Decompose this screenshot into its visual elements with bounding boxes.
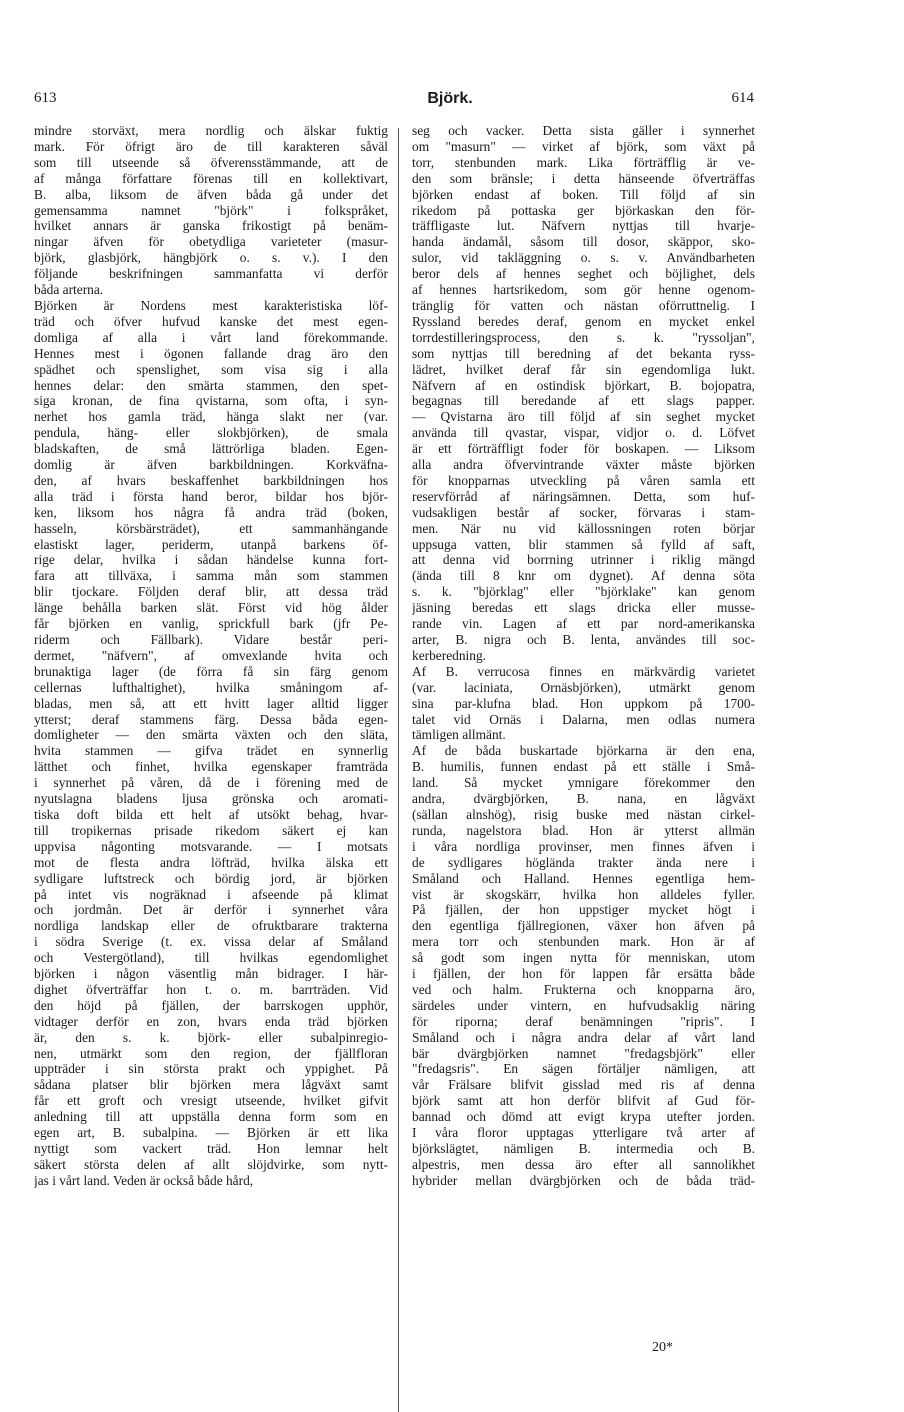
text-line: är ett förträffligt foder för boskapen. — Liksom bbox=[412, 441, 755, 457]
text-line: tämligen allmänt. bbox=[412, 727, 506, 743]
text-line: jas i vårt land. Veden är också både hård, bbox=[34, 1172, 254, 1188]
text-line: på intet vis nogräknad i afseende på klimat bbox=[34, 886, 388, 902]
text-line: fara att tillväxa, i samma mån som stammen bbox=[34, 568, 388, 584]
text-line: uppvisa någonting motsvarande. — I motsats bbox=[34, 838, 388, 854]
text-line: talet vid Ornäs i Dalarna, men odlas numera bbox=[412, 711, 755, 727]
text-line: bär dvärgbjörken namnet "fredagsbjörk" eller bbox=[412, 1045, 755, 1061]
text-line: ningar äfven för obetydliga varieteter (masur- bbox=[34, 234, 388, 250]
text-line: hybrider mellan dvärgbjörken och de båda träd- bbox=[412, 1172, 755, 1188]
text-line: björken i någon väsentlig mån bidrager. I här- bbox=[34, 966, 388, 982]
text-line: får björken en vanlig, sprickfull bark (jfr Pe- bbox=[34, 616, 388, 632]
text-line: hvita stammen — gifva trädet en synnerlig bbox=[34, 743, 388, 759]
text-line: som nyttjas till beredning af det bekanta ryss- bbox=[412, 345, 755, 361]
text-line: — Qvistarna äro till följd af sin seghet mycket bbox=[412, 409, 755, 425]
text-line: I våra floror upptagas ytterligare två arter af bbox=[412, 1125, 755, 1141]
text-line: mot de flesta andra löfträd, hvilka älska ett bbox=[34, 854, 388, 870]
text-line: andra, dvärgbjörken, B. nana, en lågväxt bbox=[412, 791, 755, 807]
text-line: får ett groft och vresigt utseende, hvilket gifvit bbox=[34, 1093, 388, 1109]
text-line: siga kronan, de fina qvistarna, som ofta, i syn- bbox=[34, 393, 388, 409]
text-line: pendula, häng- eller slokbjörken), de smala bbox=[34, 425, 388, 441]
text-line: hasseln, körsbärsträdet), ett sammanhängande bbox=[34, 520, 388, 536]
text-line: spädhet och spenslighet, som visa sig i alla bbox=[34, 361, 388, 377]
text-line: (var. laciniata, Ornäsbjörken), utmärkt genom bbox=[412, 679, 755, 695]
text-line: att denna vid borrning utrinner i riklig mängd bbox=[412, 552, 755, 568]
text-line: vidtager derför en zon, hvars enda träd björken bbox=[34, 1013, 388, 1029]
text-line: af många författare förenas till en kollektivart, bbox=[34, 170, 388, 186]
text-line: nen, utmärkt som den region, der fjällfloran bbox=[34, 1045, 388, 1061]
text-line: bladskaften, de små lättrörliga bladen. Egen- bbox=[34, 441, 388, 457]
text-line: den, af hvars beskaffenhet barkbildningen hos bbox=[34, 472, 388, 488]
text-line: B. alba, liksom de äfven båda gå under det bbox=[34, 186, 388, 202]
text-line: länge behålla barken slät. Först vid hög ålder bbox=[34, 600, 388, 616]
text-line: mera torr och stenbunden mark. Hon är af bbox=[412, 934, 755, 950]
text-line: till tropikernas prisade rikedom säkert ej kan bbox=[34, 822, 388, 838]
text-line: "fredagsris". En sägen förtäljer nämligen, att bbox=[412, 1061, 755, 1077]
text-line: lätthet och finhet, hvilka egenskaper framträda bbox=[34, 759, 388, 775]
text-line: (sällan alnshög), risig buske med nästan cirkel- bbox=[412, 806, 755, 822]
text-line: blir tjockare. Följden deraf blir, att dessa träd bbox=[34, 584, 388, 600]
text-line: de sydligares högländа trakter ända nere i bbox=[412, 854, 755, 870]
text-line: ken, liksom hos några få andra träd (boken, bbox=[34, 504, 388, 520]
text-line: mindre storväxt, mera nordlig och älskar fuktig bbox=[34, 123, 388, 138]
text-line: björkslägtet, nämligen B. intermedia och B. bbox=[412, 1141, 755, 1156]
text-line: rige delar, hvilka i sådan händelse kunna fort- bbox=[34, 552, 388, 568]
text-line: begagnas till beredande af ett slags papper. bbox=[412, 393, 755, 409]
text-line: ved och halm. Frukterna och knopparna äro, bbox=[412, 981, 755, 997]
text-line: om "masurn" — virket af björk, som växt på bbox=[412, 138, 755, 154]
text-line: rikedom på pottaska ger björkaskan den för- bbox=[412, 202, 755, 218]
left-column bbox=[34, 123, 388, 1189]
text-line: den egentliga fjällregionen, växer hon äfven på bbox=[412, 918, 755, 934]
text-line: Småland och i några andra delar af vårt land bbox=[412, 1029, 755, 1045]
text-line: brunaktiga lager (de förra få sin färg genom bbox=[34, 663, 388, 679]
text-line: tiska doft bilda ett helt af utsökt behag, hvar- bbox=[34, 806, 388, 822]
text-line: s. k. "björklag" eller "björklake" kan genom bbox=[412, 584, 755, 600]
text-line: lädret, hvilket deraf får sin egendomliga lukt. bbox=[412, 361, 755, 377]
text-line: vår Frälsare blifvit gisslad med ris af denna bbox=[412, 1077, 755, 1093]
text-line: alla andra öfvervintrande växter måste björken bbox=[412, 457, 755, 473]
text-line: (ända till 8 knr om dygnet). Af denna söta bbox=[412, 568, 755, 584]
text-line: runda, nagelstora blad. Hon är ytterst allmän bbox=[412, 822, 755, 838]
text-line: beror dels af hennes seghet och böjlighet, dels bbox=[412, 266, 755, 282]
text-line: följande beskrifningen sammanfatta vi derför bbox=[34, 266, 388, 282]
text-line: Hennes mest i ögonen fallande drag äro den bbox=[34, 345, 388, 361]
text-line: björk samt att hon derför blifvit af Gud för- bbox=[412, 1093, 755, 1109]
text-line: Björken är Nordens mest karakteristiska löf- bbox=[34, 297, 388, 313]
text-line: nerhet hos gamla träd, hänga slakt ner (var. bbox=[34, 409, 388, 425]
text-line: björken endast af boken. Till följd af sin bbox=[412, 186, 755, 202]
text-line: sulor, vid takläggning o. s. v. Användbarheten bbox=[412, 250, 755, 266]
text-line: och jordmån. Det är derför i synnerhet våra bbox=[34, 902, 388, 918]
text-line: som till utseende så öfverensstämmande, att de bbox=[34, 154, 388, 170]
left-page-number: 613 bbox=[34, 90, 57, 106]
text-line: för knopparnas utveckling på våren samla ett bbox=[412, 472, 755, 488]
text-line: B. humilis, funnen endast på ett ställe i Små- bbox=[412, 759, 755, 775]
text-line: träffligaste lut. Näfvern nyttjas till hvarje- bbox=[412, 218, 755, 234]
text-line: tränglig för vatten och nästan oförruttnelig. I bbox=[412, 297, 755, 313]
text-line: den höjd på fjällen, der barrskogen upphör, bbox=[34, 997, 388, 1013]
text-line: bladas, men så, att ett hvitt lager alltid ligger bbox=[34, 695, 388, 711]
text-line: arter, B. nigra och B. lenta, användes till soc- bbox=[412, 632, 755, 647]
text-line: jäsning beredas ett slags dricka eller musse- bbox=[412, 600, 755, 616]
text-line: träd och öfver hufvud kanske det mest egen- bbox=[34, 313, 388, 329]
text-line: nyutslagna bladens ljusa grönska och aromati- bbox=[34, 791, 388, 807]
text-line: uppträder i sin största prakt och yppighet. På bbox=[34, 1061, 388, 1077]
text-line: björk, glasbjörk, hängbjörk o. s. v.). I den bbox=[34, 250, 388, 266]
text-line: ytterst; deraf stammens färg. Dessa båda egen- bbox=[34, 711, 388, 727]
text-line: sina par-klufna blad. Hon uppkom på 1700- bbox=[412, 695, 755, 711]
text-line: vist är skogskärr, hvilka hon alldeles fyller. bbox=[412, 886, 755, 902]
text-line: använda till qvastar, vispar, vidjor o. d. Löfvet bbox=[412, 425, 755, 441]
text-line: Småland och Halland. Hennes egentliga hem- bbox=[412, 870, 755, 886]
page-title: Björk. bbox=[427, 90, 473, 107]
text-line: seg och vacker. Detta sista gäller i synnerhet bbox=[412, 123, 755, 138]
text-line: egen art, B. subalpina. — Björken är ett lika bbox=[34, 1125, 388, 1141]
text-line: Ryssland beredes deraf, genom en mycket enkel bbox=[412, 313, 755, 329]
column-divider bbox=[398, 128, 399, 1412]
text-line: mark. För öfrigt äro de till karakteren såväl bbox=[34, 138, 388, 154]
text-line: hennes delar: den smärta stammen, den spet- bbox=[34, 377, 388, 393]
text-line: vudsakligen består af socker, förvaras i stam- bbox=[412, 504, 755, 520]
text-line: elastiskt lager, periderm, utanpå barkens öf- bbox=[34, 536, 388, 552]
text-line: särdeles under vintern, en hufvudsaklig näring bbox=[412, 997, 755, 1013]
text-line: alla träd i första hand beror, bildar hos björ- bbox=[34, 488, 388, 504]
text-line: är, den s. k. björk- eller subalpinregio- bbox=[34, 1029, 388, 1045]
text-line: den som bränsle; i detta hänseende öfverträffas bbox=[412, 170, 755, 186]
right-page-number: 614 bbox=[731, 90, 754, 106]
text-line: domlig är äfven barkbildningen. Korkväfna- bbox=[34, 457, 388, 473]
text-line: sydligare luftstreck och bördig jord, är björken bbox=[34, 870, 388, 886]
text-line: På fjällen, der hon uppstiger mycket högt i bbox=[412, 902, 755, 918]
text-line: rande vin. Lagen af ett par nord-amerikanska bbox=[412, 616, 755, 632]
text-line: land. Så mycket ymnigare förekommer den bbox=[412, 775, 755, 791]
text-line: domliga af alla i vårt land förekommande. bbox=[34, 329, 388, 345]
text-line: bannad och dömd att evigt krypa utefter jorden. bbox=[412, 1109, 755, 1125]
text-line: säkert största delen af allt slöjdvirke, som nytt- bbox=[34, 1156, 388, 1172]
text-line: cellernas lufthaltighet), hvilka småningom af- bbox=[34, 679, 388, 695]
text-line: nyttigt som vackert träd. Hon lemnar helt bbox=[34, 1141, 388, 1156]
text-line: torrdestilleringsprocess, den s. k. "ryssoljan", bbox=[412, 329, 755, 345]
text-line: för riporna; deraf benämningen "ripris". I bbox=[412, 1013, 755, 1029]
text-line: båda arterna. bbox=[34, 282, 104, 298]
text-line: gemensamma namnet "björk" i folkspråket, bbox=[34, 202, 388, 218]
text-line: sådana platser blir björken mera lågväxt samt bbox=[34, 1077, 388, 1093]
text-line: nordliga landskap eller de ofruktbarare trakterna bbox=[34, 918, 388, 934]
text-line: Näfvern af en ostindisk björkart, B. bojopatra, bbox=[412, 377, 755, 393]
text-line: domligheter — den smärta växten och den släta, bbox=[34, 727, 388, 743]
text-line: uppsuga vatten, blir stammen så fylld af saft, bbox=[412, 536, 755, 552]
text-line: i våra nordliga provinser, men finnes äfven i bbox=[412, 838, 755, 854]
text-line: i fjällen, der hon för lappen får ersätta både bbox=[412, 966, 755, 982]
text-line: kerberedning. bbox=[412, 647, 486, 663]
text-line: handa ändamål, såsom till dosor, skäppor, sko- bbox=[412, 234, 755, 250]
text-line: men. När nu vid källossningen roten börjar bbox=[412, 520, 755, 536]
text-line: af hennes hartsrikedom, som gör henne ogenom- bbox=[412, 282, 755, 298]
text-line: alpestris, men dessa äro efter all sannolikhet bbox=[412, 1156, 755, 1172]
text-line: dermet, "näfvern", af omvexlande hvita och bbox=[34, 647, 388, 663]
text-line: riderm och Fällbark). Vidare består peri- bbox=[34, 632, 388, 647]
text-line: i synnerhet på våren, då de i förening med de bbox=[34, 775, 388, 791]
text-line: Af B. verrucosa finnes en märkvärdig varietet bbox=[412, 663, 755, 679]
text-line: anledning till att uppställa denna form som en bbox=[34, 1109, 388, 1125]
right-column bbox=[412, 123, 755, 1189]
text-line: och Vestergötland), till hvilkas egendomlighet bbox=[34, 950, 388, 966]
text-line: Af de båda buskartade björkarna är den ena, bbox=[412, 743, 755, 759]
text-line: dighet öfverträffar hon t. o. m. barrträden. Vid bbox=[34, 981, 388, 997]
text-line: reservförråd af näringsämnen. Detta, som huf- bbox=[412, 488, 755, 504]
text-line: så godt som ingen nytta för menniskan, utom bbox=[412, 950, 755, 966]
text-line: i södra Sverige (t. ex. vissa delar af Småland bbox=[34, 934, 388, 950]
signature-mark: 20* bbox=[652, 1340, 673, 1355]
text-line: torr, stenbunden mark. Lika förträfflig är ve- bbox=[412, 154, 755, 170]
text-line: hvilket annars är ganska frikostigt på benäm- bbox=[34, 218, 388, 234]
